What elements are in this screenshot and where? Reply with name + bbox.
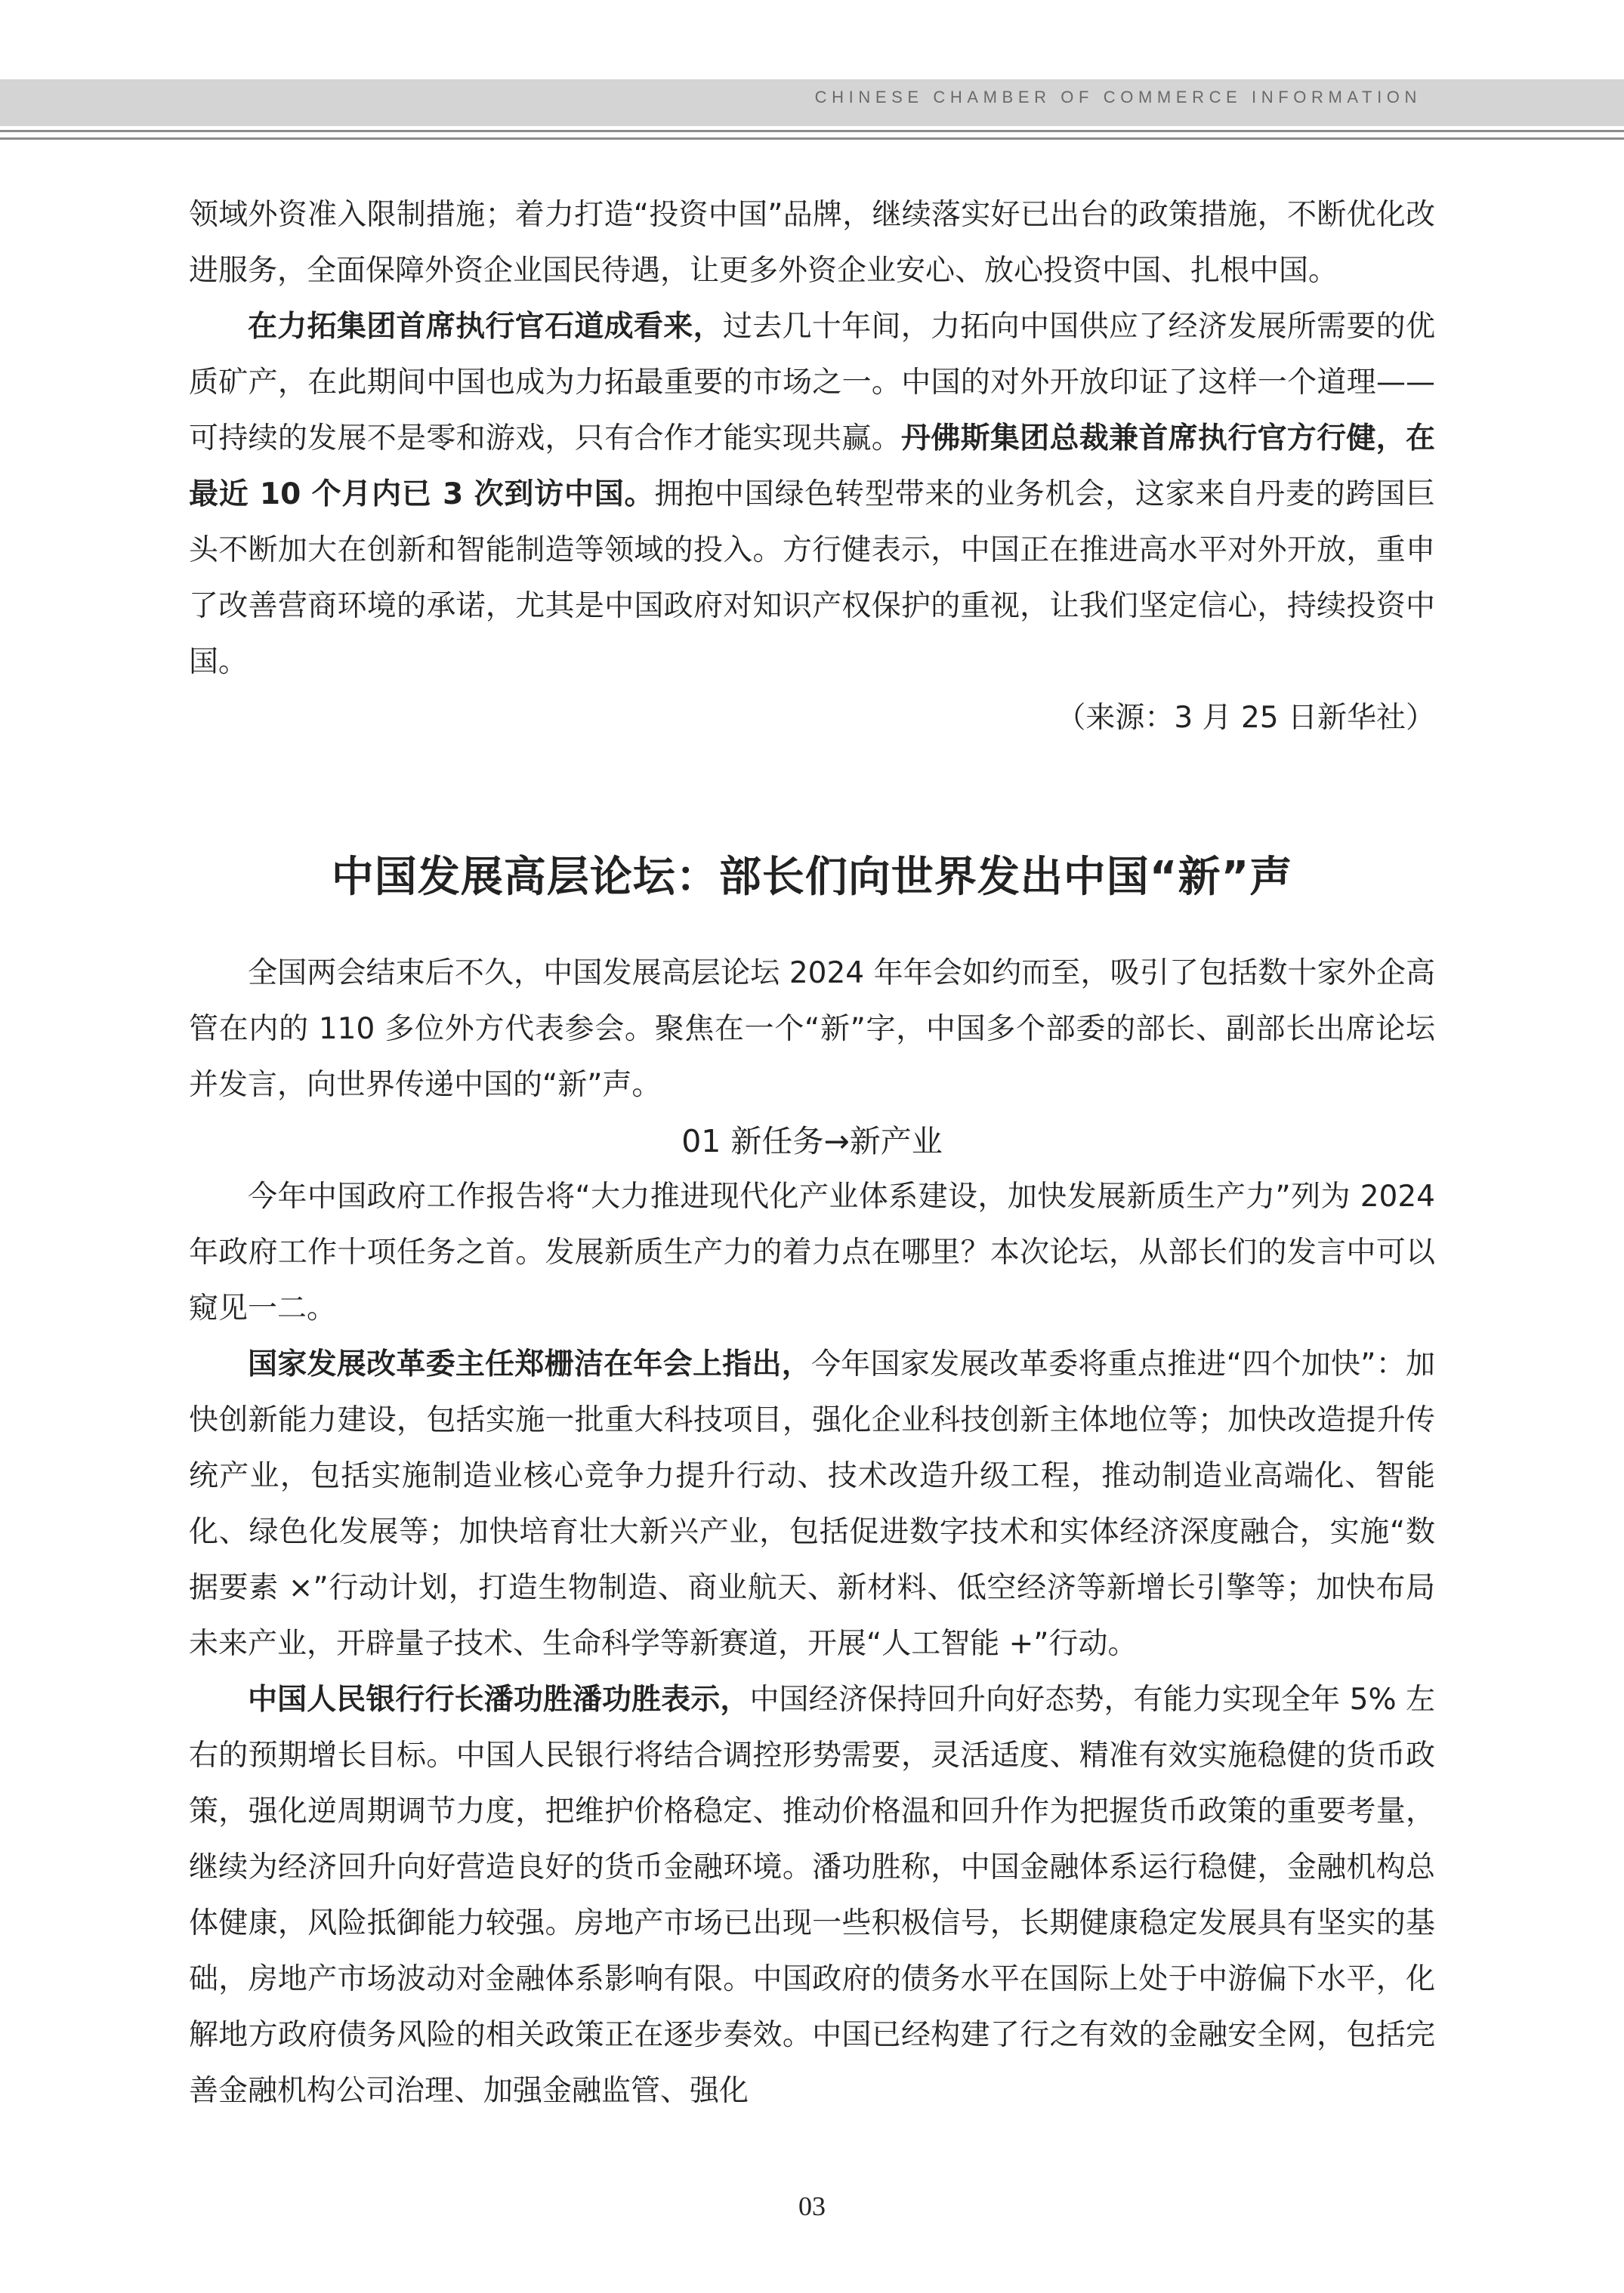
header-rule-upper xyxy=(0,130,1624,132)
danfoss-lead: 丹佛斯集团总裁兼首席执行官方行健，在最近 10 个月内已 3 次到访中国。 xyxy=(189,421,1435,511)
article1-source: （来源：3 月 25 日新华社） xyxy=(1056,701,1435,735)
article2-ndrc-paragraph xyxy=(189,1337,1435,1672)
article2-intro: 全国两会结束后不久，中国发展高层论坛 2024 年年会如约而至，吸引了包括数十家外企高管在内的 110 多位外方代表参会。聚焦在一个“新”字，中国多个部委的部长、副部长出席论坛并发言，向世界传递中国的“新”声。 xyxy=(189,956,1435,1102)
article1-paragraph-2 xyxy=(189,299,1435,690)
article2-title: 中国发展高层论坛：部长们向世界发出中国“新”声 xyxy=(331,853,1293,902)
header-rule-lower xyxy=(0,137,1624,140)
rio-tinto-text: 过去几十年间，力拓向中国供应了经济发展所需要的优质矿产，在此期间中国也成为力拓最重要的市场之一。中国的对外开放印证了这样一个道理——可持续的发展不是零和游戏，只有合作才能实现共赢。 xyxy=(189,310,1435,455)
article1-paragraph-1: 领域外资准入限制措施；着力打造“投资中国”品牌，继续落实好已出台的政策措施，不断优化改进服务，全面保障外资企业国民待遇，让更多外资企业安心、放心投资中国、扎根中国。 xyxy=(189,198,1435,288)
pboc-lead: 中国人民银行行长潘功胜潘功胜表示， xyxy=(248,1683,750,1717)
article2-report-paragraph: 今年中国政府工作报告将“大力推进现代化产业体系建设，加快发展新质生产力”列为 2024 年政府工作十项任务之首。发展新质生产力的着力点在哪里？本次论坛，从部长们的发言中可以窥见一二。 xyxy=(189,1180,1435,1325)
page-content xyxy=(189,187,1435,2119)
article2-subtitle: 01 新任务→新产业 xyxy=(681,1123,943,1159)
rio-tinto-lead: 在力拓集团首席执行官石道成看来， xyxy=(248,310,723,344)
header-banner-text: CHINESE CHAMBER OF COMMERCE INFORMATION xyxy=(814,88,1422,106)
ndrc-text: 今年国家发展改革委将重点推进“四个加快”：加快创新能力建设，包括实施一批重大科技项目，强化企业科技创新主体地位等；加快改造提升传统产业，包括实施制造业核心竞争力提升行动、技术改造升级工程，推动制造业高端化、智能化、绿色化发展等；加快培育壮大新兴产业，包括促进数字技术和实体经济深度融合，实施“数据要素 ×”行动计划，打造生物制造、商业航天、新材料、低空经济等新增长引擎等；加快布局未来产业，开辟量子技术、生命科学等新赛道，开展“人工智能 +”行动。 xyxy=(189,1347,1435,1661)
ndrc-lead: 国家发展改革委主任郑栅洁在年会上指出， xyxy=(248,1347,812,1381)
article2-pboc-paragraph xyxy=(189,1672,1435,2119)
pboc-text: 中国经济保持回升向好态势，有能力实现全年 5% 左右的预期增长目标。中国人民银行将结合调控形势需要，灵活适度、精准有效实施稳健的货币政策，强化逆周期调节力度，把维护价格稳定、推动价格温和回升作为把握货币政策的重要考量，继续为经济回升向好营造良好的货币金融环境。潘功胜称，中国金融体系运行稳健，金融机构总体健康，风险抵御能力较强。房地产市场已出现一些积极信号，长期健康稳定发展具有坚实的基础，房地产市场波动对金融体系影响有限。中国政府的债务水平在国际上处于中游偏下水平，化解地方政府债务风险的相关政策正在逐步奏效。中国已经构建了行之有效的金融安全网，包括完善金融机构公司治理、加强金融监管、强化 xyxy=(189,1683,1435,2108)
page-number: 03 xyxy=(798,2191,826,2221)
danfoss-text: 拥抱中国绿色转型带来的业务机会，这家来自丹麦的跨国巨头不断加大在创新和智能制造等领域的投入。方行健表示，中国正在推进高水平对外开放，重申了改善营商环境的承诺，尤其是中国政府对知识产权保护的重视，让我们坚定信心，持续投资中国。 xyxy=(189,477,1435,679)
